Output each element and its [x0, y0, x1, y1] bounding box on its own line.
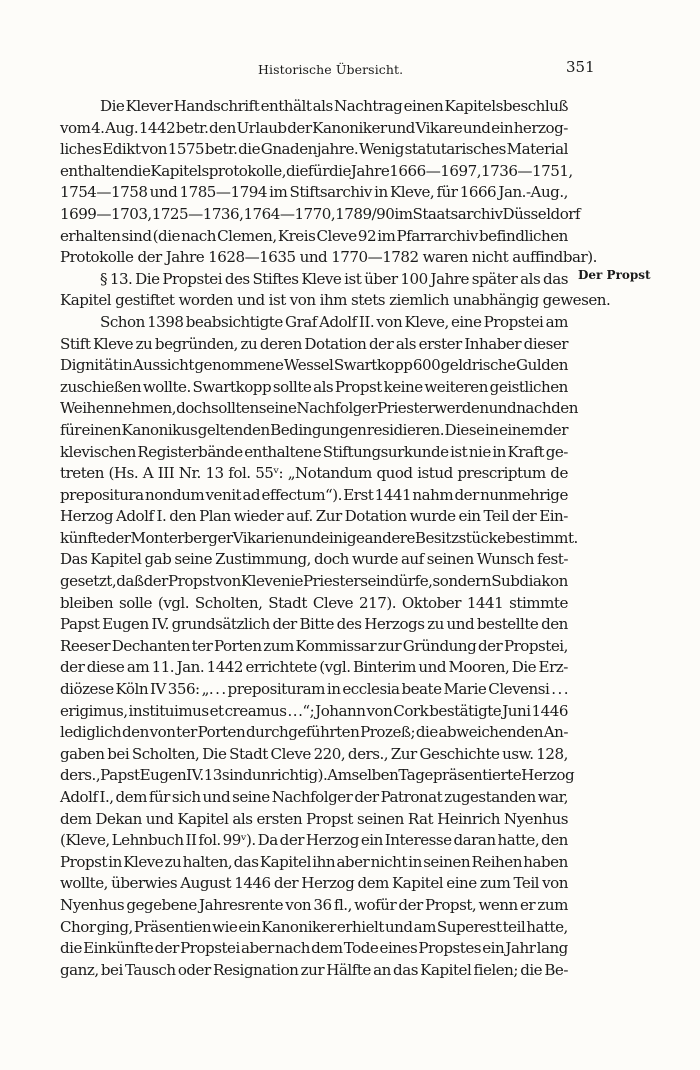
text-line: Propst in Kleve zu halten, das Kapitel ihn aber nicht in seinen Reihen haben [60, 852, 568, 871]
text-line: Stift Kleve zu begründen, zu deren Dotation der als erster Inhaber dieser [60, 334, 568, 353]
text-line: ders., Papst Eugen IV. 13 sind unrichtig). Am selben Tage präsentierte Herzog [60, 766, 575, 785]
body-text [60, 96, 611, 981]
text-line: die Einkünfte der Propstei aber nach dem Tode eines Propstes ein Jahr lang [60, 939, 568, 958]
text-line: vom 4. Aug. 1442 betr. den Urlaub der Kanoniker und Vikare und ein herzog- [60, 118, 568, 137]
text-line: dem Dekan und Kapitel als ersten Propst seinen Rat Heinrich Nyenhus [60, 809, 568, 828]
text-line: Protokolle der Jahre 1628—1635 und 1770—1782 waren nicht auffindbar). [60, 248, 597, 267]
text-line: Adolf I., dem für sich und seine Nachfolger der Patronat zugestanden war, [60, 788, 568, 806]
text-line: treten (Hs. A III Nr. 13 fol. 55ᵛ: „Notandum quod istud prescriptum de [60, 464, 568, 483]
text-line: gesetzt, daß der Propst von Kleve nie Priester sein dürfe, sondern Subdiakon [60, 572, 568, 591]
text-line: diözese Köln IV 356: „. . . preposituram in ecclesia beate Marie Clevensi . . . [60, 680, 568, 699]
page-number: 351 [566, 58, 595, 76]
text-line: klevischen Registerbände enthaltene Stiftungsurkunde ist nie in Kraft ge- [60, 442, 568, 461]
text-line: Herzog Adolf I. den Plan wieder auf. Zur Dotation wurde ein Teil der Ein- [60, 507, 568, 526]
text-line: Die Klever Handschrift enthält als Nachtrag einen Kapitelsbeschluß [100, 97, 568, 115]
text-line: der diese am 11. Jan. 1442 errichtete (vgl. Binterim und Mooren, Die Erz- [60, 658, 568, 677]
text-line: enthalten die Kapitelsprotokolle, die für die Jahre 1666—1697, 1736—1751, [60, 161, 573, 180]
text-line: Kapitel gestiftet worden und ist von ihm stets ziemlich unabhängig gewesen. [60, 291, 611, 310]
text-line: wollte, überwies August 1446 der Herzog dem Kapitel eine zum Teil von [60, 874, 568, 893]
text-line: künfte der Monterberger Vikarien und einige andere Besitzstücke bestimmt. [60, 528, 578, 547]
text-line: Schon 1398 beabsichtigte Graf Adolf II. von Kleve, eine Propstei am [100, 312, 568, 331]
text-line: prepositura nondum venit ad effectum“). Erst 1441 nahm der nunmehrige [60, 485, 568, 504]
text-line: Dignität in Aussicht genommene Wessel Swartkopp 600 geldrische Gulden [60, 356, 568, 375]
text-line: § 13. Die Propstei des Stiftes Kleve ist über 100 Jahre später als das [100, 269, 568, 288]
text-line: 1754—1758 und 1785—1794 im Stiftsarchiv in Kleve, für 1666 Jan.-Aug., [60, 183, 568, 202]
text-line: Reeser Dechanten ter Porten zum Kommissar zur Gründung der Propstei, [60, 636, 568, 655]
text-line: erigimus, instituimus et creamus . . .“; Johann von Cork bestätigte Juni 1446 [60, 701, 568, 720]
text-line: ganz, bei Tausch oder Resignation zur Hälfte an das Kapitel fielen; die Be- [60, 960, 568, 979]
margin-note: Der Propst [578, 268, 651, 282]
text-line: (Kleve, Lehnbuch II fol. 99ᵛ). Da der Herzog ein Interesse daran hatte, den [60, 831, 568, 850]
text-line: für einen Kanonikus geltenden Bedingungen residieren. Diese in einem der [60, 420, 568, 439]
text-line: bleiben solle (vgl. Scholten, Stadt Cleve 217). Oktober 1441 stimmte [60, 593, 568, 612]
running-title: Historische Übersicht. [258, 62, 404, 77]
text-line: Weihen nehmen, doch sollten seine Nachfolger Priester werden und nach den [60, 399, 578, 418]
text-line: zuschießen wollte. Swartkopp sollte als Propst keine weiteren geistlichen [60, 377, 568, 396]
text-line: lediglich den von ter Porten durchgeführten Prozeß; die abweichenden An- [60, 723, 568, 742]
text-line: Chor ging, Präsentien wie ein Kanoniker erhielt und am Superest teil hatte, [60, 917, 568, 936]
text-line: 1699—1703, 1725—1736, 1764—1770, 1789/90 im Staatsarchiv Düsseldorf [60, 204, 581, 223]
text-line: Nyenhus gegebene Jahresrente von 36 fl., wofür der Propst, wenn er zum [60, 895, 568, 914]
text-line: erhalten sind (die nach Clemen, Kreis Cleve 92 im Pfarrarchiv befindlichen [60, 226, 568, 245]
text-line: Das Kapitel gab seine Zustimmung, doch wurde auf seinen Wunsch fest- [60, 550, 568, 569]
text-line: Papst Eugen IV. grundsätzlich der Bitte des Herzogs zu und bestellte den [60, 615, 568, 634]
text-line: liches Edikt von 1575 betr. die Gnadenjahre. Wenig statutarisches Material [60, 140, 568, 159]
text-line: gaben bei Scholten, Die Stadt Cleve 220, ders., Zur Geschichte usw. 128, [60, 744, 568, 763]
